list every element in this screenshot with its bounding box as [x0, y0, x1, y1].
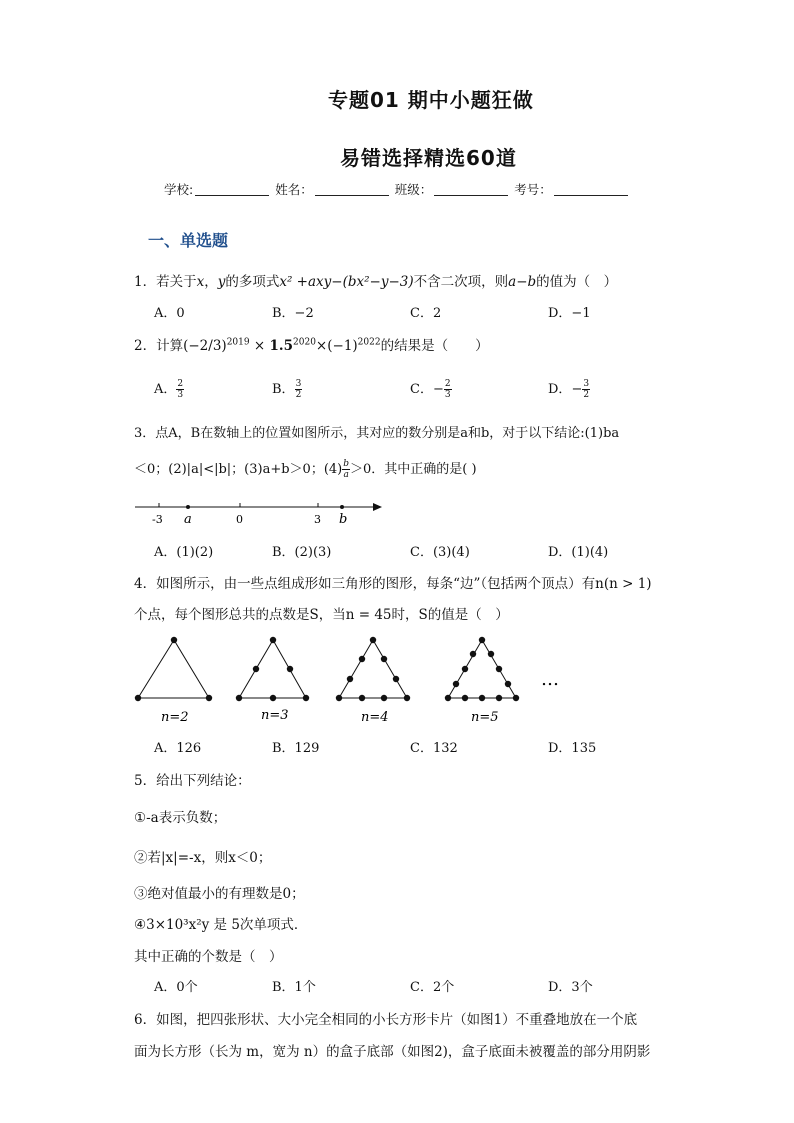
school-blank	[195, 182, 269, 196]
q4-line-1: 4．如图所示，由一些点组成形如三角形的图形，每条“边”（包括两个顶点）有n(n > 1)	[134, 576, 652, 592]
number-line-figure	[130, 494, 390, 530]
q3-option-d: D．(1)(4)	[548, 545, 609, 560]
class-label: 班级：	[394, 182, 433, 197]
q2-stem: 2．计算$(-2/3)^{2019} \times 1.5^{2020}\times(-1)^{2022}$的结果是（ ）	[134, 337, 489, 354]
q5-option-d: D．3个	[548, 980, 593, 995]
q5-item-2: ②若|x|=-x，则x＜0；	[134, 850, 272, 866]
q5-item-3: ③绝对值最小的有理数是0；	[134, 886, 305, 902]
q1-stem-a: 1．若关于	[134, 274, 197, 290]
label-n4: n=4	[361, 710, 389, 725]
label-neg3: -3	[152, 513, 163, 526]
q5-item-1: ①-a表示负数；	[134, 810, 227, 826]
q2-exp-3: 2022	[357, 337, 381, 348]
name-label: 姓名：	[275, 182, 313, 197]
q1-stem: 1．若关于x，y的多项式x² +axy−(bx²−y−3)不含二次项，则a−b的值为（ ）	[134, 274, 618, 290]
section-title: 一、单选题	[148, 231, 229, 250]
q6-line-2: 面为长方形（长为 m，宽为 n）的盒子底部（如图2)，盒子底面未被覆盖的部分用阴影	[134, 1044, 651, 1060]
class-blank	[434, 182, 508, 196]
q1-option-a: A．0	[154, 306, 185, 321]
q1-stem-c: 不含二次项，则	[413, 274, 509, 290]
q4-line-2: 个点，每个图形总共的点数是S，当n = 45时，S的值是（ ）	[134, 607, 509, 623]
q5-item-4: ④3×10³x²y 是 5次单项式．	[134, 917, 308, 933]
exam-no-blank	[554, 182, 628, 196]
q6-line-1: 6．如图，把四张形状、大小完全相同的小长方形卡片（如图1）不重叠地放在一个底	[134, 1012, 638, 1028]
q2-option-d: D．− $\frac{3}{2}$	[548, 379, 590, 400]
q4-option-a: A．126	[154, 741, 202, 756]
name-blank	[315, 182, 389, 196]
label-n2: n=2	[161, 710, 189, 725]
q5-option-b: B．1个	[272, 980, 316, 995]
label-a: a	[184, 512, 192, 527]
school-label: 学校:	[164, 182, 194, 197]
title-line-2: 易错选择精选60道	[340, 146, 517, 170]
q3-option-a: A．(1)(2)	[154, 545, 214, 560]
label-n5: n=5	[471, 710, 499, 725]
triangle-n5	[445, 637, 519, 725]
q2-base-1: −2/3	[188, 338, 222, 354]
label-b: b	[339, 512, 348, 527]
q1-stem-b: 的多项式	[225, 274, 280, 290]
q3-option-b: B．(2)(3)	[272, 545, 332, 560]
q1-option-b: B．−2	[272, 306, 314, 321]
triangle-figures	[125, 630, 575, 730]
info-line	[164, 180, 630, 198]
q5-question: 其中正确的个数是（ ）	[134, 949, 283, 965]
q3-line-1: 3．点A，B在数轴上的位置如图所示，其对应的数分别是a和b，对于以下结论:(1)ba	[134, 426, 620, 441]
q2-base-2: 1.5	[269, 338, 294, 354]
q4-option-b: B．129	[272, 741, 320, 756]
q5-stem: 5．给出下列结论：	[134, 773, 251, 789]
exam-no-label: 考号：	[514, 182, 552, 197]
q1-poly: x² +axy−(bx²−y−3)	[279, 274, 414, 290]
q2-option-b: B． $\frac{3}{2}$	[272, 379, 302, 400]
title-line-1: 专题01 期中小题狂做	[328, 88, 534, 112]
label-n3: n=3	[261, 708, 289, 723]
point-a	[186, 505, 190, 509]
q2-exp-1: 2019	[226, 337, 250, 348]
triangle-n4	[336, 637, 410, 725]
label-3: 3	[314, 513, 321, 526]
q2-option-c: C．− $\frac{2}{3}$	[410, 379, 451, 400]
q3-line-2: ＜0；(2)|a|<|b|；(3)a+b＞0；(4) $\frac{b}{a}$ ＞0．其中正确的是( )	[134, 459, 477, 480]
triangle-n3	[236, 637, 309, 723]
point-b	[340, 505, 344, 509]
q5-option-a: A．0个	[154, 980, 198, 995]
number-line-arrow	[373, 503, 382, 511]
q5-option-c: C．2个	[410, 980, 455, 995]
q1-option-d: D．−1	[548, 306, 591, 321]
q2-base-3: (−1)	[327, 338, 358, 354]
q1-option-c: C．2	[410, 306, 442, 321]
q4-option-c: C．132	[410, 741, 458, 756]
q1-stem-d: 的值为（ ）	[536, 274, 618, 290]
q1-expr: a−b	[508, 274, 537, 290]
q2-stem-a: 2．计算	[134, 338, 184, 354]
figure-ellipsis: …	[541, 669, 559, 690]
q2-option-a: A． $\frac{2}{3}$	[154, 379, 184, 400]
q2-stem-b: 的结果是（ ）	[380, 338, 489, 354]
q2-exp-2: 2020	[293, 337, 316, 348]
triangle-n2	[135, 637, 212, 725]
q4-option-d: D．135	[548, 741, 597, 756]
label-0: 0	[236, 513, 243, 526]
q3-option-c: C．(3)(4)	[410, 545, 470, 560]
